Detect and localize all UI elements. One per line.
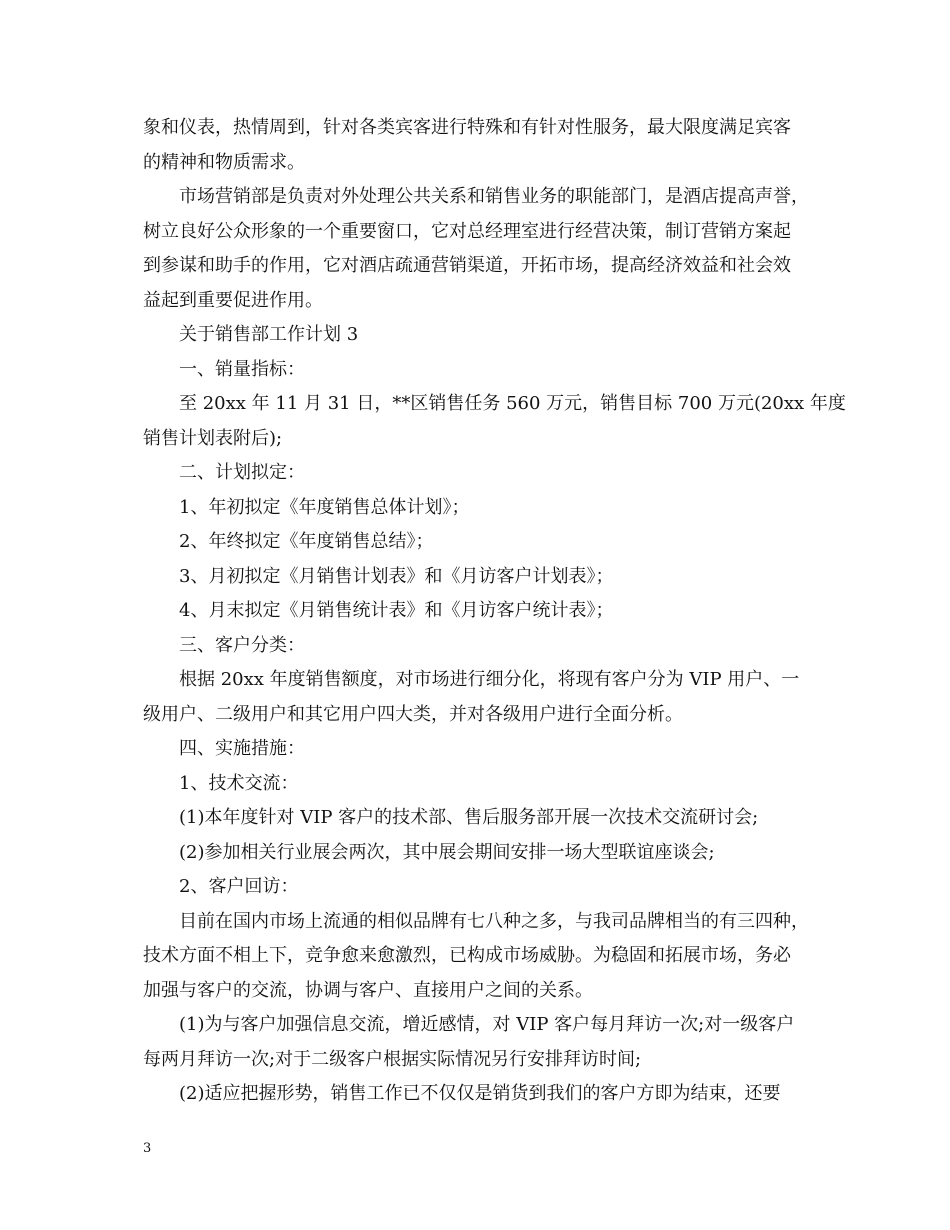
list-item: 3、月初拟定《月销售计划表》和《月访客户计划表》； xyxy=(179,565,614,587)
text-line: 到参谋和助手的作用，它对酒店疏通营销渠道，开拓市场，提高经济效益和社会效 xyxy=(143,255,791,276)
page-number: 3 xyxy=(143,1141,152,1156)
list-item: (1)为与客户加强信息交流，增近感情，对 VIP 客户每月拜访一次;对一级客户 xyxy=(179,1014,795,1035)
paragraph-start-line: 根据 20xx 年度销售额度，对市场进行细分化，将现有客户分为 VIP 用户、一 xyxy=(179,669,800,690)
subheading-customer-visits: 2、客户回访： xyxy=(179,876,299,897)
heading-implementation: 四、实施措施： xyxy=(179,738,305,759)
section-title: 关于销售部工作计划 3 xyxy=(179,324,359,345)
text-line: 级用户、二级用户和其它用户四大类，并对各级用户进行全面分析。 xyxy=(143,703,683,725)
text-line: 技术方面不相上下，竞争愈来愈激烈，已构成市场威胁。为稳固和拓展市场，务必 xyxy=(143,945,791,966)
heading-sales-target: 一、销量指标： xyxy=(179,358,305,380)
text-line: 益起到重要促进作用。 xyxy=(143,289,323,311)
list-item: (1)本年度针对 VIP 客户的技术部、售后服务部开展一次技术交流研讨会; xyxy=(179,807,759,828)
document-body xyxy=(143,111,846,1112)
text-line: 树立良好公众形象的一个重要窗口，它对总经理室进行经营决策，制订营销方案起 xyxy=(143,220,791,242)
text-line: 象和仪表，热情周到，针对各类宾客进行特殊和有针对性服务，最大限度满足宾客 xyxy=(143,117,791,138)
heading-customer-classification: 三、客户分类： xyxy=(179,634,305,656)
text-line: 加强与客户的交流，协调与客户、直接用户之间的关系。 xyxy=(143,979,593,1001)
list-item: 4、月末拟定《月销售统计表》和《月访客户统计表》； xyxy=(179,600,614,621)
heading-plan-drafting: 二、计划拟定： xyxy=(179,462,305,483)
paragraph-start-line: 市场营销部是负责对外处理公共关系和销售业务的职能部门，是酒店提高声誉， xyxy=(179,186,809,207)
subheading-technical-exchange: 1、技术交流： xyxy=(179,772,299,794)
list-item: 2、年终拟定《年度销售总结》； xyxy=(179,531,434,552)
list-item: 1、年初拟定《年度销售总体计划》； xyxy=(179,496,470,518)
list-item: (2)参加相关行业展会两次，其中展会期间安排一场大型联谊座谈会; xyxy=(179,841,715,863)
paragraph-start-line: 至 20xx 年 11 月 31 日，**区销售任务 560 万元，销售目标 700 万元(20xx 年度 xyxy=(179,393,846,414)
list-item: (2)适应把握形势，销售工作已不仅仅是销货到我们的客户方即为结束，还要 xyxy=(179,1083,781,1104)
text-line: 每两月拜访一次;对于二级客户根据实际情况另行安排拜访时间; xyxy=(143,1048,642,1070)
text-line: 的精神和物质需求。 xyxy=(143,151,305,173)
paragraph-start-line: 目前在国内市场上流通的相似品牌有七八种之多，与我司品牌相当的有三四种， xyxy=(179,910,809,932)
text-line: 销售计划表附后); xyxy=(143,427,283,449)
